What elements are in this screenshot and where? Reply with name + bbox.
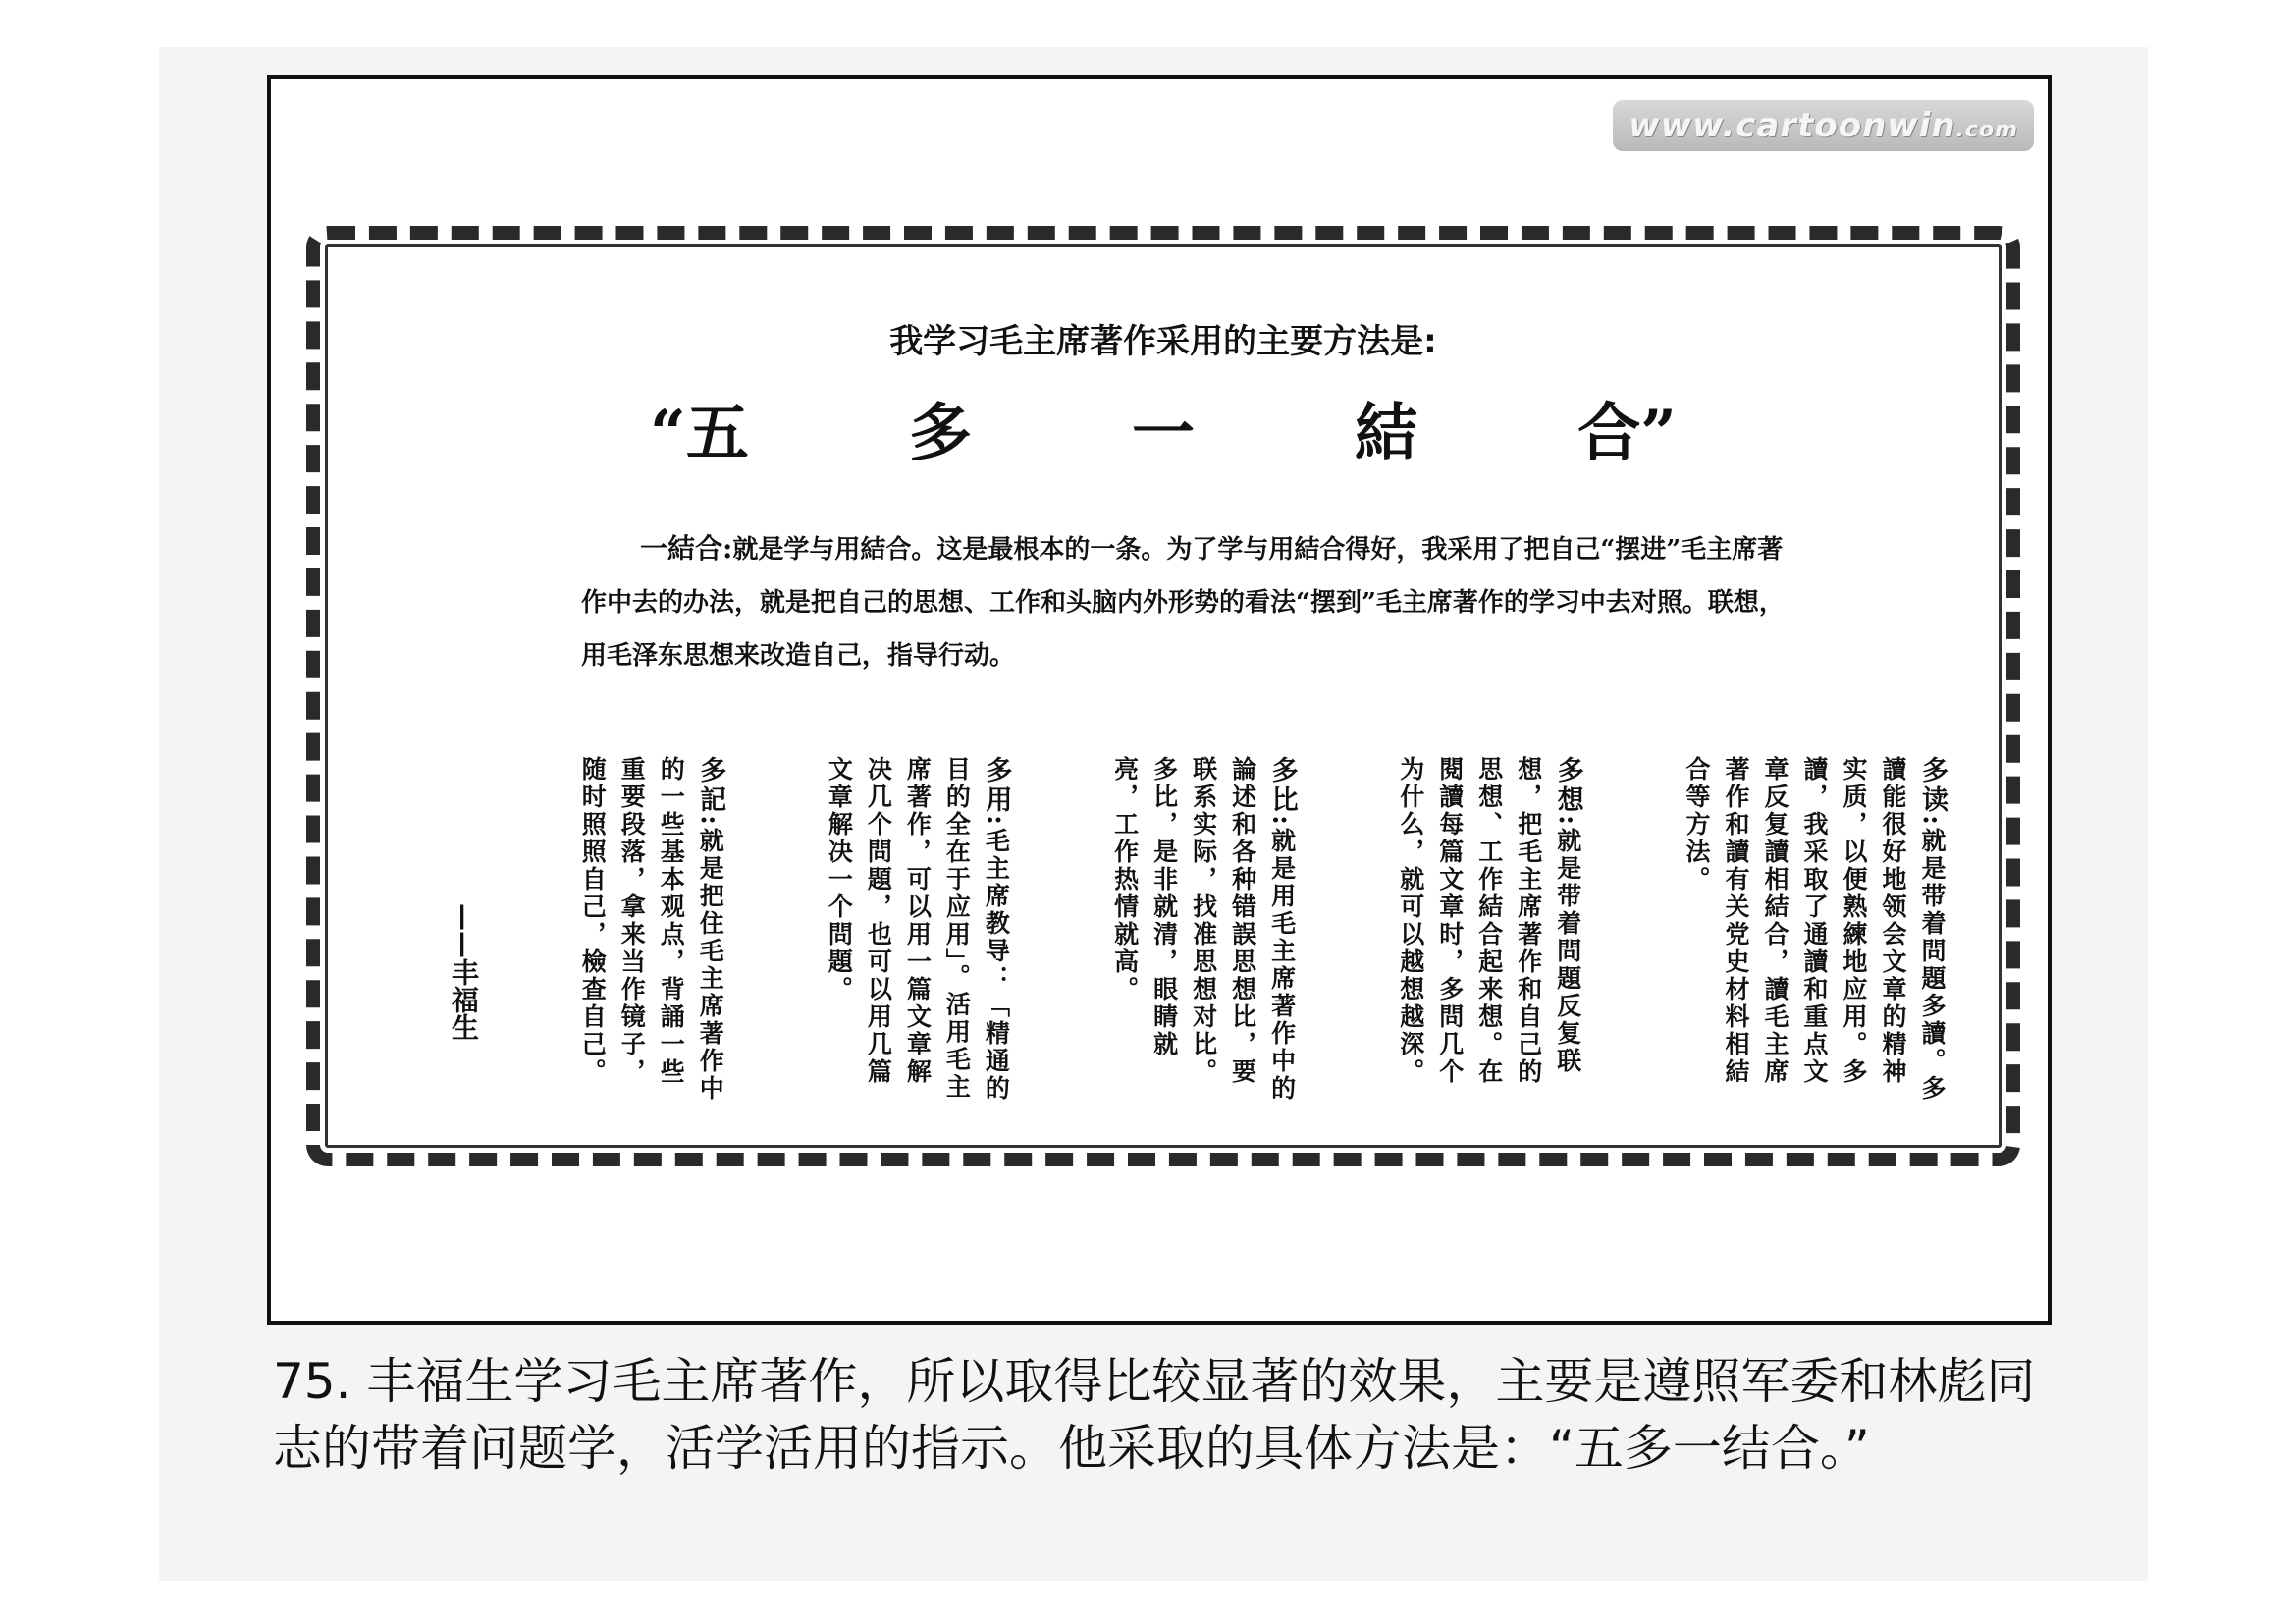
motto-char: 合”: [1577, 397, 1677, 470]
intro-text: 就是学与用結合。这是最根本的一条。为了学与用結合得好，我采用了把自己“摆进”毛主席著作中去的办法，就是把自己的思想、工作和头脑内外形势的看法“摆到”毛主席著作的学习中去对照。联想，用毛泽东思想来改造自己，指导行动。: [581, 535, 1785, 671]
watermark: www.cartoonwin.com: [1613, 100, 2034, 151]
column-duodu: 多读:就是带着問題多讀。多讀能很好地领会文章的精神实质，以便熟練地应用。多讀，我采取了通讀和重点文章反复讀相結合，讀毛主席著作和讀有关党史材料相結合等方法。: [1682, 756, 1948, 1103]
caption: 75. 丰福生学习毛主席著作，所以取得比较显著的效果，主要是遵照军委和林彪同志的带着问题学，活学活用的指示。他采取的具体方法是：“五多一结合。”: [273, 1353, 2036, 1477]
column-duoji: 多記:就是把住毛主席著作中的一些基本观点，背誦一些重要段落，拿来当作镜子，随时照照自己，檢查自己。: [578, 756, 726, 1103]
signature: ——丰福生: [448, 903, 480, 1041]
motto-char: 一: [1132, 397, 1195, 470]
column-duoyong: 多用:毛主席教导：「精通的目的全在于应用」。活用毛主席著作，可以用一篇文章解决几个問題，也可以用几篇文章解决一个問題。: [825, 756, 1012, 1103]
poster-heading: 我学习毛主席著作采用的主要方法是:: [889, 322, 1437, 361]
motto-char: 結: [1355, 397, 1418, 470]
vertical-columns: [444, 756, 1951, 1103]
motto-char: “五: [650, 397, 749, 470]
column-duobi: 多比:就是用毛主席著作中的論述和各种错誤思想比，要联系实际，找准思想对比。多比，是非就清，眼睛就亮，工作热情就高。: [1110, 756, 1298, 1103]
image-frame: [267, 75, 2052, 1325]
motto: [650, 383, 1677, 473]
motto-char: 多: [908, 397, 972, 470]
intro-paragraph: [581, 522, 1794, 682]
intro-label: 一結合:: [640, 532, 733, 565]
column-duoxiang: 多想:就是带着問題反复联想，把毛主席著作和自己的思想、工作結合起来想。在閱讀每篇文章时，多問几个为什么，就可以越想越深。: [1396, 756, 1583, 1086]
poster-content: [346, 265, 1981, 1127]
poster-border: [306, 226, 2020, 1166]
